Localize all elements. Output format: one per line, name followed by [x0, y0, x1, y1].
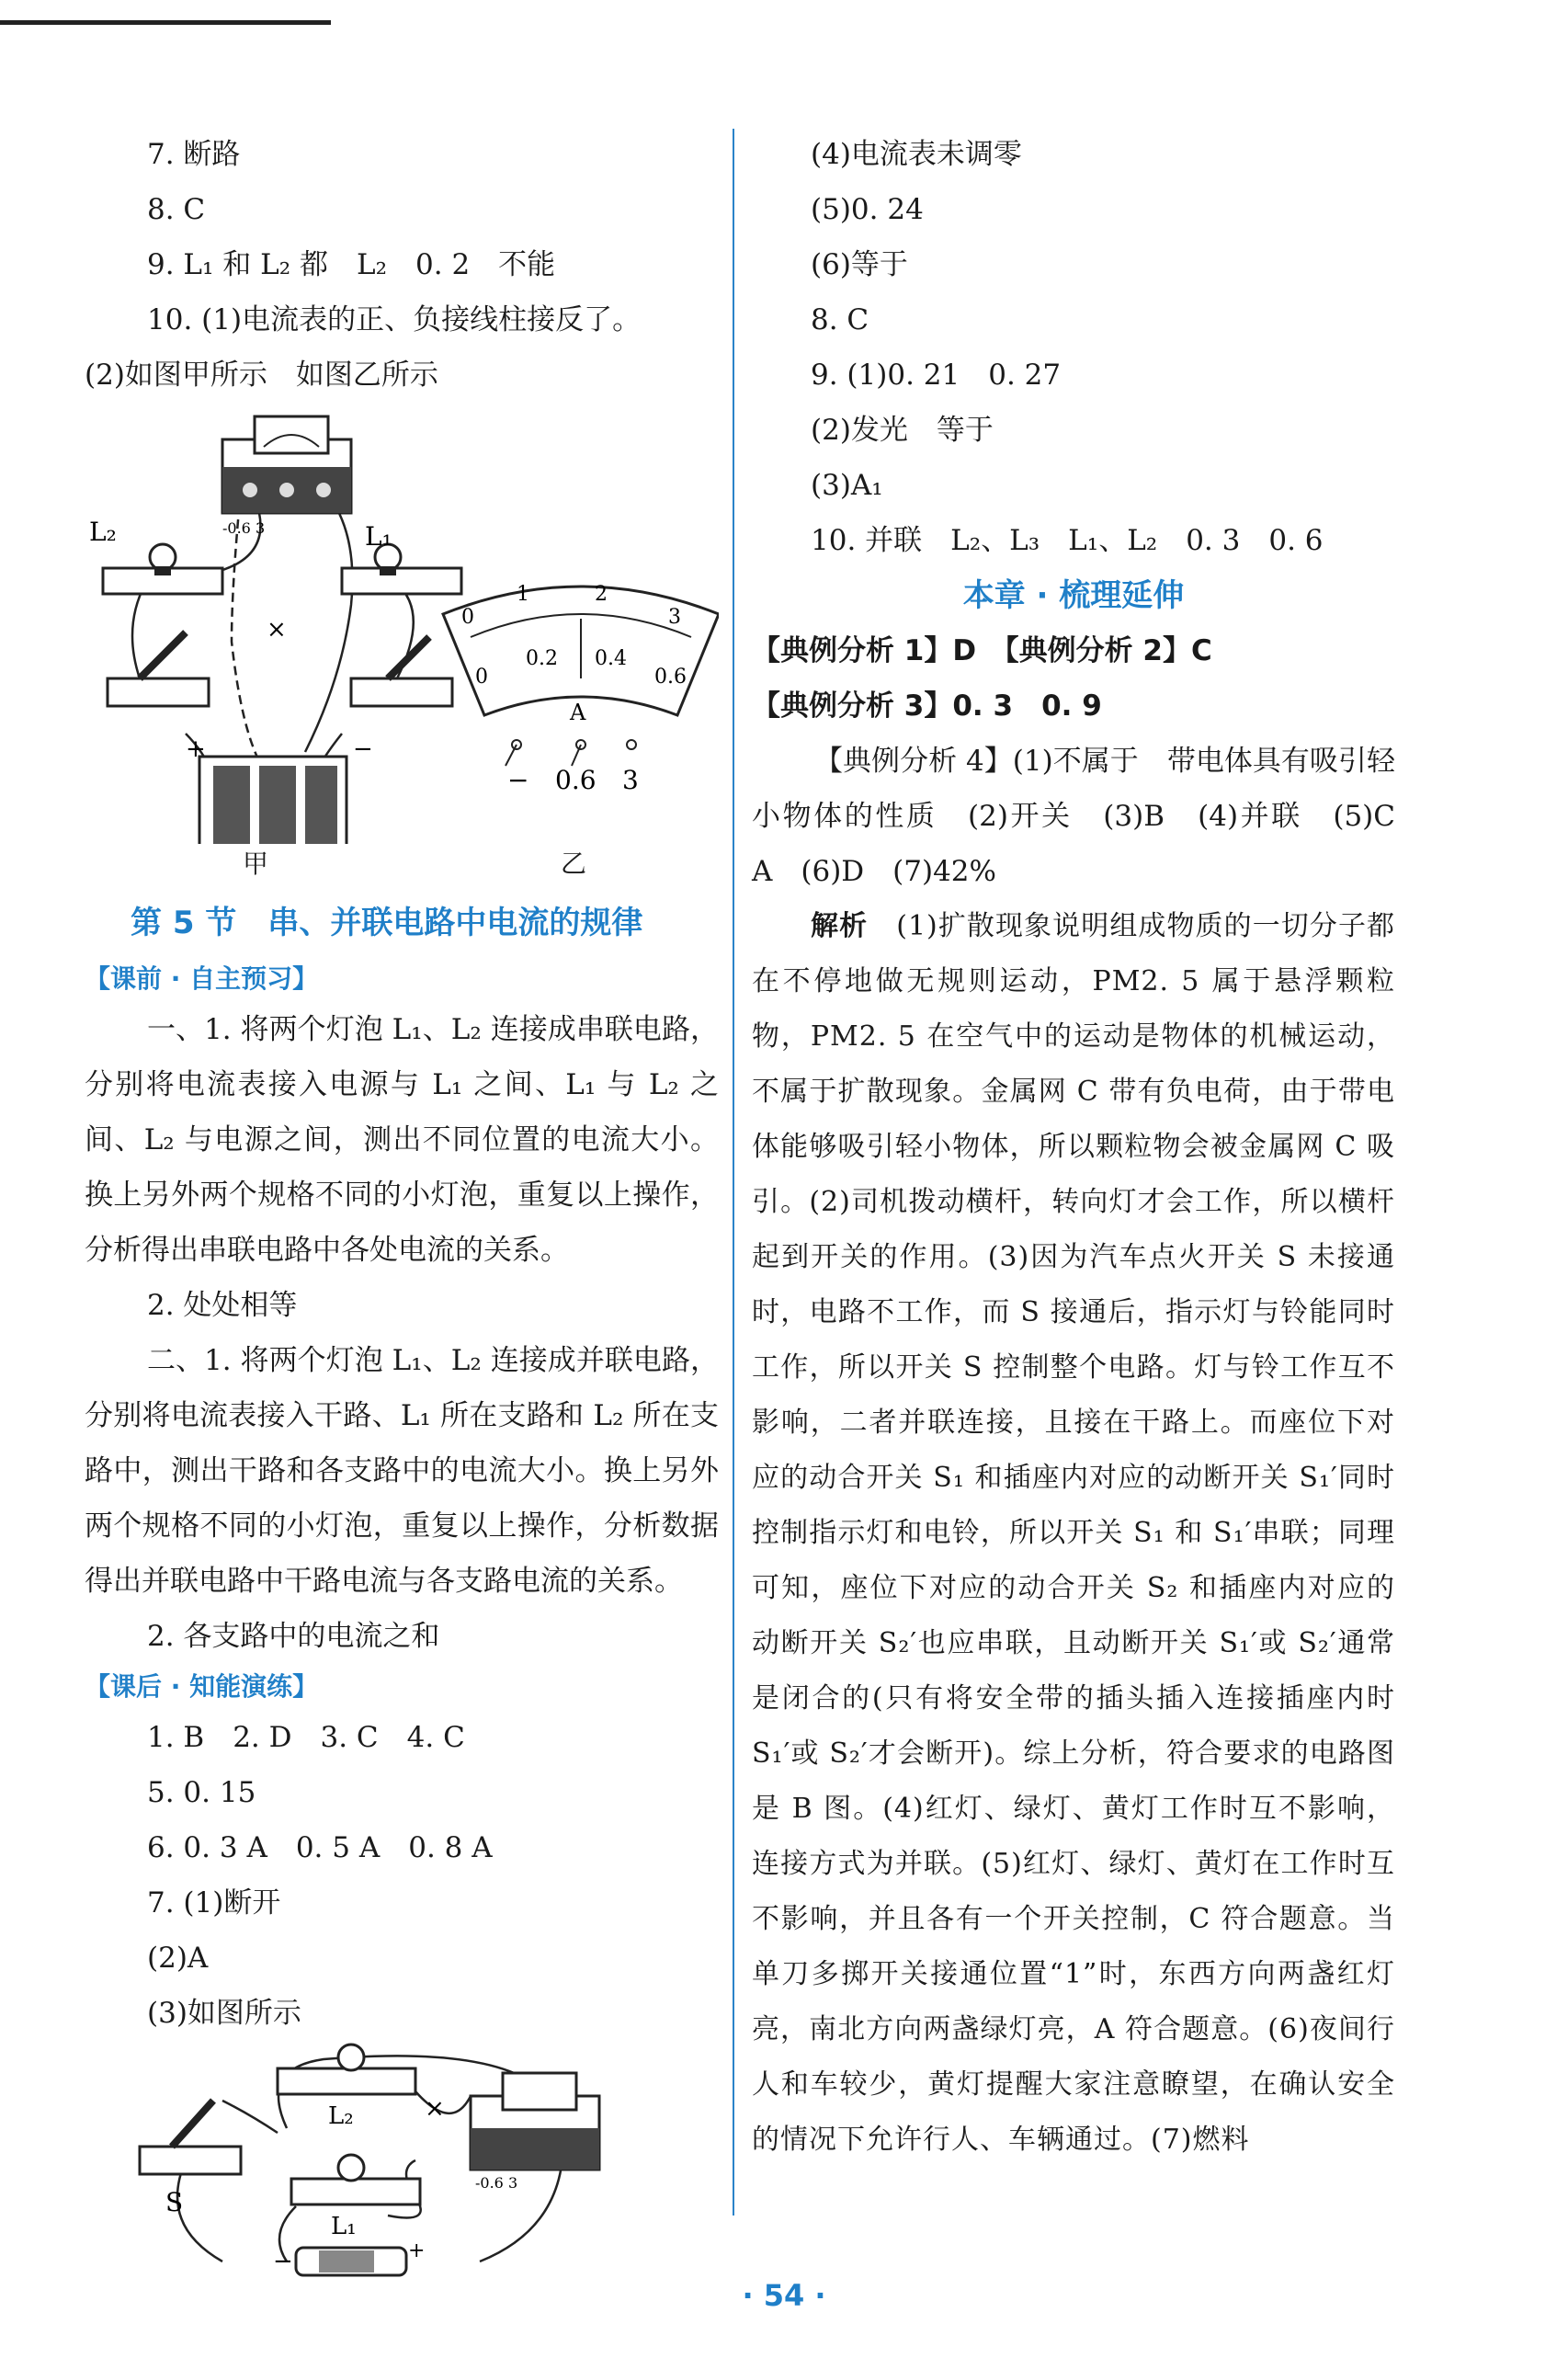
practice-5: 5. 0. 15: [147, 1776, 256, 1809]
preview-item-1-2: 2. 处处相等: [147, 1289, 298, 1322]
scale-bottom-0: 0: [475, 666, 488, 689]
battery-plus-fig2: +: [408, 2239, 426, 2262]
figure-circuit-jia-yi: [85, 403, 719, 844]
scale-top-2: 2: [595, 583, 608, 606]
answer-r7: (3)A₁: [811, 469, 883, 502]
answer-7: 7. 断路: [147, 138, 241, 171]
label-L2: L₂: [89, 517, 117, 547]
top-rule: [0, 20, 331, 25]
label-L1-fig2: L₁: [331, 2213, 357, 2240]
scale-top-0: 0: [461, 606, 474, 629]
scale-bottom-06: 0.6: [654, 666, 687, 689]
answer-8: 8. C: [147, 193, 206, 226]
practice-7-1: 7. (1)断开: [147, 1886, 281, 1919]
analysis-paragraph: 解析 (1)扩散现象说明组成物质的一切分子都在不停地做无规则运动，PM2. 5 属于悬浮颗粒物，PM2. 5 在空气中的运动是物体的机械运动，不属于扩散现象。金属网 C 带有负电荷，由于带电体能够吸引轻小物体，所以颗粒物会被金属网 C 吸引。(2)司机拨动横杆，转向灯才会工作，所以横杆起到开关的作用。(3)因为汽车点火开关 S 未接通时，电路不工作，而 S 接通后，指示灯与铃能同时工作，所以开关 S 控制整个电路。灯与铃工作互不影响，二者并联连接，且接在干路上。而座位下对应的动合开关 S₁ 和插座内对应的动断开关 S₁′同时控制指示灯和电铃，所以开关 S₁ 和 S₁′串联；同理可知，座位下对应的动合开关 S₂ 和插座内对应的动断开关 S₂′也应串联，且动断开关 S₁′或 S₂′通常是闭合的(只有将安全带的插头插入连接插座内时 S₁′或 S₂′才会断开)。综上分析，符合要求的电路图是 B 图。(4)红灯、绿灯、黄灯工作时互不影响，连接方式为并联。(5)红灯、绿灯、黄灯在工作时互不影响，并且各有一个开关控制，C 符合题意。当单刀多掷开关接通位置“1”时，东西方向两盏红灯亮，南北方向两盏绿灯亮，A 符合题意。(6)夜间行人和车较少，黄灯提醒大家注意瞭望，在确认安全的情况下允许行人、车辆通过。(7)燃料: [752, 910, 1396, 2156]
scale-bottom-04: 0.4: [595, 647, 627, 670]
caption-yi: 乙: [561, 849, 587, 879]
scale-top-3: 3: [668, 606, 681, 629]
answer-r8: 10. 并联 L₂、L₃ L₁、L₂ 0. 3 0. 6: [811, 524, 1324, 557]
answer-9: 9. L₁ 和 L₂ 都 L₂ 0. 2 不能: [147, 248, 556, 281]
label-L2-fig2: L₂: [328, 2102, 354, 2130]
answer-r6: (2)发光 等于: [811, 414, 994, 447]
battery-minus-fig2: −: [273, 2248, 293, 2275]
example-4: 【典例分析 4】(1)不属于 带电体具有吸引轻小物体的性质 (2)开关 (3)B (4)并联 (5)C A (6)D (7)42%: [752, 745, 1424, 888]
battery-minus: −: [353, 735, 373, 763]
answer-10-2: (2)如图甲所示 如图乙所示: [85, 359, 438, 392]
preview-item-1: 一、1. 将两个灯泡 L₁、L₂ 连接成串联电路，分别将电流表接入电源与 L₁ 之间、L₁ 与 L₂ 之间、L₂ 与电源之间，测出不同位置的电流大小。换上另外两个规格不同的小灯泡，重复以上操作，分析得出串联电路中各处电流的关系。: [85, 1013, 719, 1267]
answer-r5: 9. (1)0. 21 0. 27: [811, 359, 1062, 392]
section-title: 第 5 节 串、并联电路中电流的规律: [131, 905, 643, 941]
cross-mark-fig2: ×: [425, 2095, 445, 2123]
left-column: [85, 127, 719, 2280]
practice-7-3: (3)如图所示: [147, 1997, 301, 2030]
column-divider: [733, 129, 734, 2216]
terminal-3: 3: [622, 765, 639, 795]
answer-r3: (6)等于: [811, 248, 908, 281]
page-number: · 54 ·: [742, 2278, 826, 2313]
example-3: 【典例分析 3】0. 3 0. 9: [752, 689, 1102, 723]
figure-circuit-series: [85, 2041, 719, 2280]
answer-10-1: 10. (1)电流表的正、负接线柱接反了。: [147, 303, 642, 336]
ammeter-terminals-fig2: -0.6 3: [475, 2174, 518, 2192]
scale-bottom-02: 0.2: [526, 647, 558, 670]
practice-1-4: 1. B 2. D 3. C 4. C: [147, 1721, 465, 1754]
ammeter-terminal-labels: -0.6 3: [222, 519, 266, 537]
cross-mark: ×: [267, 616, 287, 644]
subheading-preview: 【课前 · 自主预习】: [85, 963, 319, 994]
answer-r2: (5)0. 24: [811, 193, 924, 226]
right-column: [752, 127, 1424, 2168]
terminal-06: 0.6: [555, 765, 597, 795]
analysis-label: 解析: [811, 910, 869, 942]
practice-6: 6. 0. 3 A 0. 5 A 0. 8 A: [147, 1831, 493, 1864]
example-1-2: 【典例分析 1】D 【典例分析 2】C: [752, 634, 1212, 667]
preview-item-2-2: 2. 各支路中的电流之和: [147, 1620, 440, 1653]
answer-r1: (4)电流表未调零: [811, 138, 1022, 171]
practice-7-2: (2)A: [147, 1942, 209, 1975]
scale-top-1: 1: [517, 583, 529, 606]
ammeter-A-label: A: [570, 700, 586, 725]
terminal-minus: −: [507, 765, 529, 795]
label-S: S: [165, 2187, 184, 2217]
answer-r4: 8. C: [811, 303, 869, 336]
caption-jia: 甲: [243, 849, 269, 879]
preview-item-2: 二、1. 将两个灯泡 L₁、L₂ 连接成并联电路，分别将电流表接入干路、L₁ 所在支路和 L₂ 所在支路中，测出干路和各支路中的电流大小。换上另外两个规格不同的小灯泡，重复以上操作，分析数据得出并联电路中干路电流与各支路电流的关系。: [85, 1344, 719, 1598]
subheading-practice: 【课后 · 知能演练】: [85, 1671, 319, 1702]
battery-plus: +: [186, 735, 206, 763]
chapter-title: 本章 · 梳理延伸: [962, 577, 1185, 614]
label-L1: L₁: [365, 521, 392, 552]
